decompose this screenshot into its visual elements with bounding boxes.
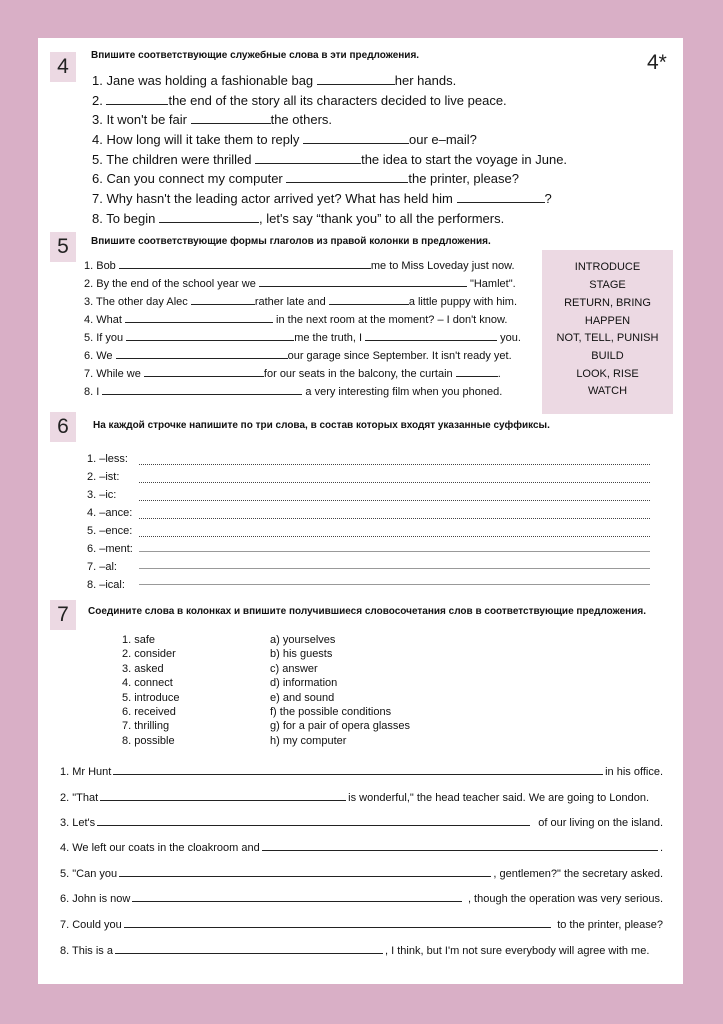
verb-item: RETURN, BRING (564, 297, 651, 309)
answer-line[interactable] (139, 584, 650, 585)
suffix-label: 6. –ment: (87, 543, 133, 555)
ex4-line-1: 1. Jane was holding a fashionable bag her hands. (92, 73, 457, 88)
ex7-sentence-4: 4. We left our coats in the cloakroom and . (60, 842, 663, 854)
list-item: 3. asked (122, 662, 164, 675)
suffix-label: 7. –al: (87, 561, 117, 573)
list-item: 2. consider (122, 648, 176, 661)
ex4-line-2: 2. the end of the story all its characters decided to live peace. (92, 93, 507, 108)
ex4-line-4: 4. How long will it take them to reply our e–mail? (92, 132, 477, 147)
ex7-sentence-3: 3. Let's of our living on the island. (60, 817, 663, 829)
suffix-label: 8. –ical: (87, 579, 125, 591)
list-item: f) the possible conditions (270, 706, 392, 719)
answer-line[interactable] (139, 482, 650, 483)
suffix-label: 5. –ence: (87, 525, 133, 537)
exercise-4-instruction: Впишите соответствующие служебные слова в эти предложения. (91, 50, 420, 61)
verb-item: BUILD (591, 350, 624, 362)
ex4-line-5: 5. The children were thrilled the idea to start the voyage in June. (92, 152, 568, 167)
exercise-6-instruction: На каждой строчке напишите по три слова, в состав которых входят указанные суффиксы. (93, 420, 550, 431)
exercise-7-instruction: Соедините слова в колонках и впишите получившиеся словосочетания слов в соответствующие предложения. (88, 606, 646, 617)
verb-item: NOT, TELL, PUNISH (556, 332, 659, 344)
ex5-line-4: 4. What in the next room at the moment? – I don't know. (84, 314, 508, 326)
ex4-line-8: 8. To begin , let's say “thank you” to all the performers. (92, 211, 505, 226)
exercise-7-number: 7 (50, 600, 76, 630)
ex5-line-5: 5. If you me the truth, I you. (84, 332, 521, 344)
list-item: g) for a pair of opera glasses (270, 720, 411, 733)
ex5-line-3: 3. The other day Alec rather late and a little puppy with him. (84, 296, 518, 308)
list-item: e) and sound (270, 691, 335, 704)
list-item: 1. safe (122, 634, 156, 646)
list-item: b) his guests (270, 648, 333, 661)
answer-line[interactable] (139, 568, 650, 569)
answer-line[interactable] (139, 464, 650, 465)
suffix-label: 1. –less: (87, 453, 128, 465)
answer-line[interactable] (139, 536, 650, 537)
word-column-left (122, 633, 179, 748)
list-item: 5. introduce (122, 691, 180, 704)
verb-item: INTRODUCE (574, 261, 641, 273)
suffix-label: 4. –ance: (87, 507, 133, 519)
exercise-5-instruction: Впишите соответствующие формы глаголов из правой колонки в предложения. (91, 236, 491, 247)
list-item: c) answer (270, 662, 318, 675)
ex7-sentence-7: 7. Could you to the printer, please? (60, 919, 663, 931)
verb-item: HAPPEN (584, 315, 631, 327)
suffix-label: 2. –ist: (87, 471, 120, 483)
answer-line[interactable] (139, 518, 650, 519)
ex7-sentence-2: 2. "That is wonderful," the head teacher said. We are going to London. (60, 792, 650, 804)
ex7-sentence-8: 8. This is a , I think, but I'm not sure everybody will agree with me. (60, 945, 650, 957)
verb-item: LOOK, RISE (576, 368, 639, 380)
ex7-sentence-1: 1. Mr Hunt in his office. (60, 766, 663, 778)
list-item: a) yourselves (270, 634, 336, 646)
difficulty-star-label: 4* (647, 51, 667, 74)
ex5-line-7: 7. While we for our seats in the balcony, the curtain . (84, 368, 501, 380)
verb-list-box (542, 250, 673, 414)
ex5-line-6: 6. We our garage since September. It isn't ready yet. (84, 350, 512, 362)
answer-line[interactable] (139, 500, 650, 501)
exercise-6-number: 6 (50, 412, 76, 442)
ex7-sentence-5: 5. "Can you , gentlemen?" the secretary asked. (60, 868, 663, 880)
ex5-line-8: 8. I a very interesting film when you phoned. (84, 386, 503, 398)
exercise-5-number: 5 (50, 232, 76, 262)
ex4-line-3: 3. It won't be fair the others. (92, 112, 333, 127)
exercise-4-number: 4 (50, 52, 76, 82)
list-item: h) my computer (270, 734, 347, 747)
verb-item: STAGE (589, 279, 626, 291)
list-item: 4. connect (122, 677, 173, 690)
worksheet-page (38, 38, 683, 984)
ex5-line-1: 1. Bob me to Miss Loveday just now. (84, 260, 515, 272)
word-column-right (270, 633, 410, 748)
ex4-line-6: 6. Can you connect my computer the printer, please? (92, 171, 519, 186)
ex7-sentence-6: 6. John is now , though the operation was very serious. (60, 893, 663, 905)
answer-line[interactable] (139, 551, 650, 552)
list-item: 7. thrilling (122, 720, 170, 733)
list-item: 8. possible (122, 734, 175, 747)
list-item: d) information (270, 677, 338, 690)
verb-item: WATCH (587, 385, 628, 397)
suffix-label: 3. –ic: (87, 489, 117, 501)
ex4-line-7: 7. Why hasn't the leading actor arrived yet? What has held him ? (92, 191, 552, 206)
ex5-line-2: 2. By the end of the school year we "Hamlet". (84, 278, 516, 290)
list-item: 6. received (122, 706, 176, 719)
